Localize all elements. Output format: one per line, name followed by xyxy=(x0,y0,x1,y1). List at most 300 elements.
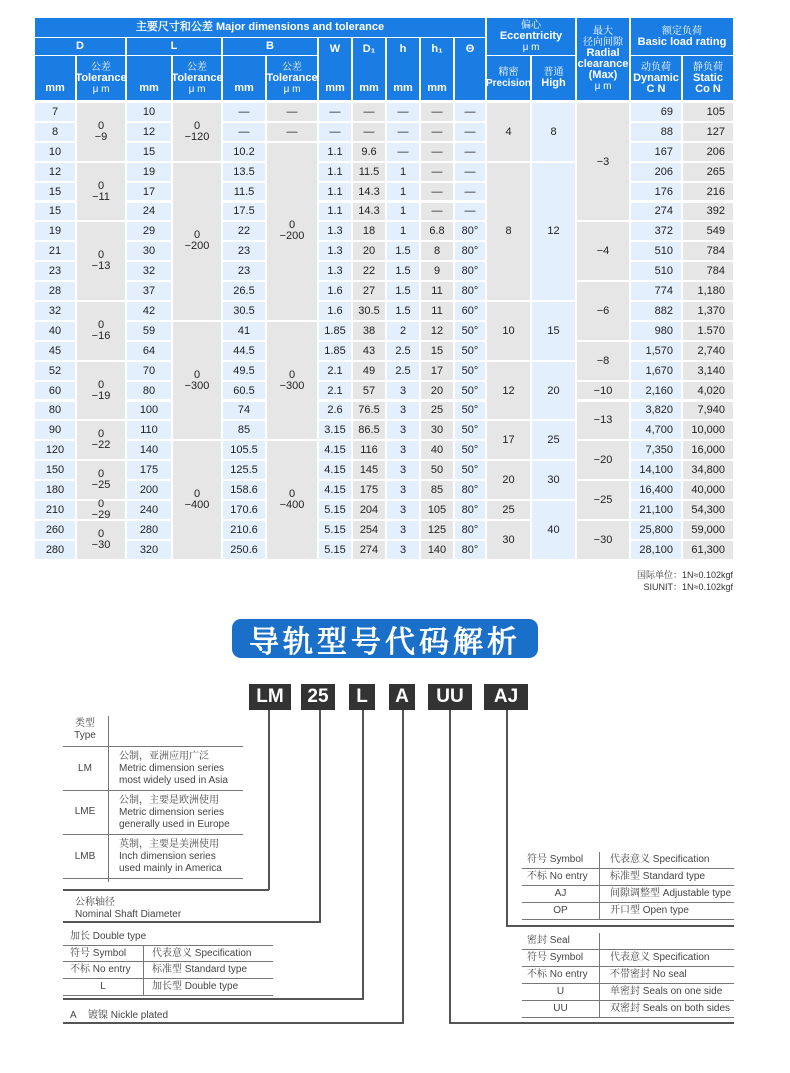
aj-table-divider xyxy=(599,852,600,920)
rule xyxy=(63,978,273,979)
merged-value: −3 xyxy=(596,155,610,168)
cell-w xyxy=(319,222,351,240)
double-type-divider xyxy=(143,945,144,995)
cell-value: 80° xyxy=(461,503,479,516)
cell-d1 xyxy=(353,302,385,320)
cell-value: 1 xyxy=(399,205,407,218)
cell-value: 1 xyxy=(399,225,407,238)
cell-l xyxy=(127,262,171,280)
cell-d1 xyxy=(353,322,385,340)
merged-value: 25 xyxy=(502,503,515,516)
cell-value: 140 xyxy=(139,444,159,457)
connector-uu xyxy=(449,710,451,1023)
cell-d1 xyxy=(353,421,385,439)
tolerance-upper: 0 xyxy=(288,219,296,232)
eccentricity-unit: μ m xyxy=(522,42,540,53)
cell-value: 8 xyxy=(51,125,59,138)
col-B xyxy=(223,38,317,55)
cell-value: 1.1 xyxy=(327,165,343,178)
cell-c xyxy=(631,362,681,380)
cell-value: 1,670 xyxy=(645,364,673,377)
cell-d1 xyxy=(353,481,385,499)
cell-value: 784 xyxy=(706,245,725,258)
cell-value: 2,740 xyxy=(697,344,725,357)
tol-en: Tolerance xyxy=(75,71,127,84)
cell-d xyxy=(35,421,75,439)
cell-l xyxy=(127,342,171,360)
cell-value: 30 xyxy=(142,245,156,258)
cell-value: 274 xyxy=(654,205,673,218)
cell-co xyxy=(683,362,733,380)
aj-row2-spec: 间隙调整型 Adjustable type xyxy=(610,888,732,899)
cell-c xyxy=(631,302,681,320)
double-type-title: 加长 Double type xyxy=(70,931,147,942)
cell-value: 774 xyxy=(654,285,673,298)
seal-row2-symbol: U xyxy=(556,986,565,997)
cell-h1 xyxy=(421,222,453,240)
cell-c xyxy=(631,123,681,141)
cell-w xyxy=(319,402,351,420)
cell-value: 3 xyxy=(399,484,407,497)
cell-value: 11.5 xyxy=(358,165,380,178)
cell-value: 60 xyxy=(48,384,62,397)
tolerance-upper: 0 xyxy=(97,527,105,540)
cell-value: 32 xyxy=(48,304,62,317)
tol-en: Tolerance xyxy=(266,71,318,84)
cell-h xyxy=(387,481,419,499)
cell-b xyxy=(223,481,265,499)
cell-value: 27 xyxy=(362,285,376,298)
tolerance-upper: 0 xyxy=(97,318,105,331)
merged-value: 20 xyxy=(547,384,560,397)
cell-value: 17 xyxy=(142,185,156,198)
tolerance-lower: −120 xyxy=(184,130,210,143)
dynamic-en: Dynamic xyxy=(633,71,679,84)
cell-co xyxy=(683,262,733,280)
cell-value: 49 xyxy=(362,364,376,377)
cell-w xyxy=(319,362,351,380)
cell-l xyxy=(127,501,171,519)
tolerance-upper: 0 xyxy=(97,249,105,262)
merged-value: −6 xyxy=(596,304,610,317)
col-D-label: D xyxy=(76,40,84,52)
cell-value: 16,400 xyxy=(639,484,673,497)
static-en: Static xyxy=(693,71,723,84)
cell-d1 xyxy=(353,143,385,161)
cell-l xyxy=(127,421,171,439)
connector-lm-h xyxy=(63,889,269,891)
cell-theta xyxy=(455,302,485,320)
rule xyxy=(63,961,273,962)
cell-l xyxy=(127,203,171,221)
cell-value: 274 xyxy=(359,543,379,556)
cell-value: 50° xyxy=(461,444,479,457)
merged-value: −13 xyxy=(593,414,613,427)
cell-c xyxy=(631,143,681,161)
cell-value: 9 xyxy=(433,265,441,278)
cell-value: 22 xyxy=(237,225,251,238)
cell-c xyxy=(631,183,681,201)
cell-value: 105 xyxy=(706,105,725,118)
tolerance-upper: 0 xyxy=(97,468,105,481)
cell-value: 5.15 xyxy=(324,523,346,536)
cell-d1 xyxy=(353,402,385,420)
cell-value: 50° xyxy=(461,364,479,377)
cell-value: 16,000 xyxy=(691,444,725,457)
cell-h1 xyxy=(421,421,453,439)
cell-value: 80° xyxy=(461,285,479,298)
cell-d xyxy=(35,362,75,380)
cell-d1 xyxy=(353,382,385,400)
cell-value: 4.15 xyxy=(324,464,346,477)
cell-value: 45 xyxy=(48,344,62,357)
merged-d-tol xyxy=(77,103,125,161)
cell-d1 xyxy=(353,441,385,459)
type-lme-en2: generally used in Europe xyxy=(119,819,230,830)
cell-value: 280 xyxy=(45,543,65,556)
cell-value: 8 xyxy=(433,245,441,258)
cell-w xyxy=(319,541,351,559)
cell-value: 200 xyxy=(139,484,159,497)
cell-value: 125 xyxy=(427,523,447,536)
precision-zh: 精密 xyxy=(498,67,519,78)
cell-value: 4.15 xyxy=(324,484,346,497)
merged-high xyxy=(532,163,575,300)
seal-row3-symbol: UU xyxy=(553,1003,568,1014)
cell-d xyxy=(35,143,75,161)
cell-value: 3,140 xyxy=(697,364,725,377)
cell-value: 10,000 xyxy=(691,424,725,437)
cell-b xyxy=(223,541,265,559)
cell-value: 2.5 xyxy=(395,344,411,357)
cell-value: 1,370 xyxy=(697,304,725,317)
cell-theta xyxy=(455,103,485,121)
merged-radial xyxy=(577,481,629,519)
radial-clearance-header xyxy=(577,18,629,100)
seal-row1-spec: 不带密封 No seal xyxy=(610,969,687,980)
cell-co xyxy=(683,342,733,360)
cell-value: 2.6 xyxy=(327,404,343,417)
cell-b xyxy=(223,103,265,121)
cell-c xyxy=(631,382,681,400)
L-mm-label: mm xyxy=(139,82,159,94)
tolerance-lower: −300 xyxy=(279,379,305,392)
cell-h1 xyxy=(421,382,453,400)
connector-a xyxy=(402,710,404,1023)
cell-value: 40 xyxy=(430,444,444,457)
model-code-banner: 导轨型号代码解析 xyxy=(232,619,538,658)
cell-h xyxy=(387,242,419,260)
cell-c xyxy=(631,461,681,479)
cell-value: 127 xyxy=(706,125,725,138)
cell-d1 xyxy=(353,123,385,141)
aj-header-spec: 代表意义 Specification xyxy=(610,854,710,865)
cell-b xyxy=(223,402,265,420)
rule xyxy=(63,995,273,996)
rule xyxy=(522,983,734,984)
cell-value: 20 xyxy=(362,245,376,258)
cell-c xyxy=(631,103,681,121)
cell-b xyxy=(223,322,265,340)
type-lmb-en1: Inch dimension series xyxy=(119,851,216,862)
merged-d-tol xyxy=(77,521,125,559)
col-static xyxy=(683,56,733,100)
cell-d1 xyxy=(353,541,385,559)
type-header-en: Type xyxy=(74,730,96,741)
cell-d xyxy=(35,103,75,121)
cell-value: — xyxy=(464,165,476,178)
cell-h1 xyxy=(421,481,453,499)
cell-d1 xyxy=(353,163,385,181)
merged-d-tol xyxy=(77,421,125,459)
cell-value: 980 xyxy=(654,324,673,337)
rule xyxy=(522,885,734,886)
cell-value: 210.6 xyxy=(230,523,258,536)
cell-co xyxy=(683,143,733,161)
connector-l-h xyxy=(63,998,364,1000)
radial-en3: (Max) xyxy=(588,69,618,81)
cell-value: 29 xyxy=(142,225,156,238)
merged-value: 25 xyxy=(547,434,560,447)
type-table-divider xyxy=(108,716,109,882)
unit-note-zh: 国际单位：1N≈0.102kgf xyxy=(637,570,733,580)
code-box-lm: LM xyxy=(249,684,291,710)
cell-value: 206 xyxy=(706,145,725,158)
cell-value: 30 xyxy=(430,424,444,437)
cell-value: 175 xyxy=(139,464,159,477)
cell-value: — xyxy=(238,105,250,118)
tolerance-lower: −13 xyxy=(91,260,111,273)
col-B-label: B xyxy=(266,40,274,52)
double-header-spec: 代表意义 Specification xyxy=(152,948,252,959)
cell-h xyxy=(387,203,419,221)
cell-co xyxy=(683,103,733,121)
tolerance-lower: −30 xyxy=(91,538,111,551)
cell-h1 xyxy=(421,282,453,300)
cell-value: 105.5 xyxy=(230,444,258,457)
merged-b-tol xyxy=(267,322,317,439)
cell-value: 240 xyxy=(139,503,159,516)
cell-value: 59,000 xyxy=(691,523,725,536)
cell-value: 2,160 xyxy=(645,384,673,397)
merged-radial xyxy=(577,382,629,400)
merged-value: −8 xyxy=(596,354,610,367)
merged-value: — xyxy=(286,105,298,118)
tolerance-upper: 0 xyxy=(97,378,105,391)
cell-value: — xyxy=(431,105,443,118)
cell-d xyxy=(35,541,75,559)
cell-value: — xyxy=(397,125,409,138)
merged-value: −25 xyxy=(593,493,613,506)
cell-b xyxy=(223,421,265,439)
cell-h1 xyxy=(421,123,453,141)
cell-value: 19 xyxy=(142,165,156,178)
cell-value: 80° xyxy=(461,225,479,238)
cell-w xyxy=(319,123,351,141)
merged-radial xyxy=(577,402,629,440)
cell-value: 23 xyxy=(48,265,62,278)
merged-value: −10 xyxy=(593,384,613,397)
cell-d xyxy=(35,481,75,499)
cell-value: 4.15 xyxy=(324,444,346,457)
cell-value: — xyxy=(431,185,443,198)
rule xyxy=(63,945,273,946)
cell-b xyxy=(223,282,265,300)
cell-value: 254 xyxy=(359,523,379,536)
cell-value: 15 xyxy=(142,145,156,158)
cell-value: 50° xyxy=(461,404,479,417)
cell-value: 1.570 xyxy=(697,324,725,337)
rule xyxy=(522,1000,734,1001)
cell-value: — xyxy=(464,205,476,218)
merged-radial xyxy=(577,521,629,559)
cell-c xyxy=(631,541,681,559)
cell-value: 74 xyxy=(237,404,251,417)
rule xyxy=(522,868,734,869)
tolerance-lower: −11 xyxy=(92,190,110,203)
cell-d xyxy=(35,382,75,400)
cell-d1 xyxy=(353,362,385,380)
cell-theta xyxy=(455,203,485,221)
cell-h xyxy=(387,402,419,420)
cell-value: 6.8 xyxy=(429,225,445,238)
cell-d xyxy=(35,402,75,420)
seal-title: 密封 Seal xyxy=(527,935,570,946)
cell-value: 50° xyxy=(461,464,479,477)
cell-b xyxy=(223,521,265,539)
cell-value: 24 xyxy=(142,205,156,218)
D-mm-label: mm xyxy=(45,82,65,94)
cell-value: 210 xyxy=(45,503,65,516)
cell-c xyxy=(631,262,681,280)
cell-value: 158.6 xyxy=(230,484,258,497)
cell-value: 204 xyxy=(359,503,379,516)
nickle-symbol: A xyxy=(70,1010,77,1021)
merged-d-tol xyxy=(77,163,125,221)
cell-value: 120 xyxy=(45,444,65,457)
nickle-text: 镀镍 Nickle plated xyxy=(88,1010,169,1021)
cell-value: 10.2 xyxy=(233,145,255,158)
col-h1-label: h₁ xyxy=(431,43,443,55)
cell-value: 7 xyxy=(51,105,59,118)
merged-value: 30 xyxy=(502,533,515,546)
col-W-unit: mm xyxy=(325,82,345,94)
merged-precision xyxy=(487,501,530,519)
cell-value: 2.1 xyxy=(327,384,343,397)
cell-b xyxy=(223,262,265,280)
seal-table-divider xyxy=(599,933,600,1017)
cell-value: 28 xyxy=(48,285,62,298)
cell-w xyxy=(319,103,351,121)
cell-h1 xyxy=(421,203,453,221)
cell-co xyxy=(683,541,733,559)
cell-w xyxy=(319,322,351,340)
col-h1-unit: mm xyxy=(427,82,447,94)
cell-value: 170.6 xyxy=(230,503,258,516)
cell-value: 140 xyxy=(427,543,447,556)
radial-en1: Radial xyxy=(586,47,620,59)
cell-h xyxy=(387,183,419,201)
cell-d1 xyxy=(353,342,385,360)
tolerance-upper: 0 xyxy=(193,119,201,132)
cell-value: 80 xyxy=(48,404,62,417)
cell-value: 372 xyxy=(654,225,673,238)
cell-co xyxy=(683,282,733,300)
cell-c xyxy=(631,421,681,439)
cell-value: 216 xyxy=(706,185,725,198)
cell-l xyxy=(127,441,171,459)
col-W-label: W xyxy=(329,43,341,55)
cell-b xyxy=(223,501,265,519)
cell-value: 80° xyxy=(461,265,479,278)
cell-value: 22 xyxy=(362,265,376,278)
code-box-a: A xyxy=(389,684,415,710)
dynamic-zh: 动负荷 xyxy=(641,61,671,73)
cell-value: 64 xyxy=(142,344,156,357)
radial-zh2: 径向间隙 xyxy=(583,37,623,48)
cell-d1 xyxy=(353,203,385,221)
cell-value: 3 xyxy=(399,384,407,397)
cell-d xyxy=(35,242,75,260)
cell-value: 7,940 xyxy=(697,404,725,417)
type-lm-symbol: LM xyxy=(78,763,92,774)
radial-en2: clearance xyxy=(577,58,629,70)
col-D1 xyxy=(353,38,385,100)
major-dimensions-header xyxy=(35,18,485,37)
cell-d1 xyxy=(353,461,385,479)
rule xyxy=(63,834,243,835)
merged-radial xyxy=(577,342,629,380)
merged-value: 8 xyxy=(505,225,512,238)
cell-theta xyxy=(455,143,485,161)
cell-value: 100 xyxy=(139,404,159,417)
cell-value: 80° xyxy=(461,484,479,497)
tolerance-lower: −400 xyxy=(184,498,210,511)
cell-value: 1.1 xyxy=(327,205,343,218)
cell-h xyxy=(387,541,419,559)
code-box-aj: AJ xyxy=(484,684,528,710)
cell-h1 xyxy=(421,143,453,161)
cell-value: 60° xyxy=(461,304,479,317)
type-lme-symbol: LME xyxy=(74,806,96,817)
cell-value: 2.5 xyxy=(395,364,411,377)
tolerance-upper: 0 xyxy=(193,229,201,242)
cell-value: 17 xyxy=(430,364,444,377)
cell-theta xyxy=(455,521,485,539)
cell-b xyxy=(223,382,265,400)
col-W xyxy=(319,38,351,100)
cell-h1 xyxy=(421,262,453,280)
load-en: Basic load rating xyxy=(637,35,727,48)
cell-value: 32 xyxy=(142,265,156,278)
type-lm-zh: 公制，亚洲应用广泛 xyxy=(119,751,209,762)
cell-l xyxy=(127,521,171,539)
cell-w xyxy=(319,302,351,320)
cell-value: — xyxy=(464,125,476,138)
cell-value: 10 xyxy=(48,145,62,158)
col-theta xyxy=(455,38,485,100)
cell-value: 4,020 xyxy=(697,384,725,397)
B-mm xyxy=(223,56,265,100)
cell-value: 54,300 xyxy=(691,503,725,516)
cell-l xyxy=(127,302,171,320)
rule xyxy=(63,790,243,791)
merged-precision xyxy=(487,163,530,300)
cell-w xyxy=(319,481,351,499)
connector-aj xyxy=(506,710,508,926)
cell-theta xyxy=(455,402,485,420)
cell-value: 116 xyxy=(360,444,378,457)
